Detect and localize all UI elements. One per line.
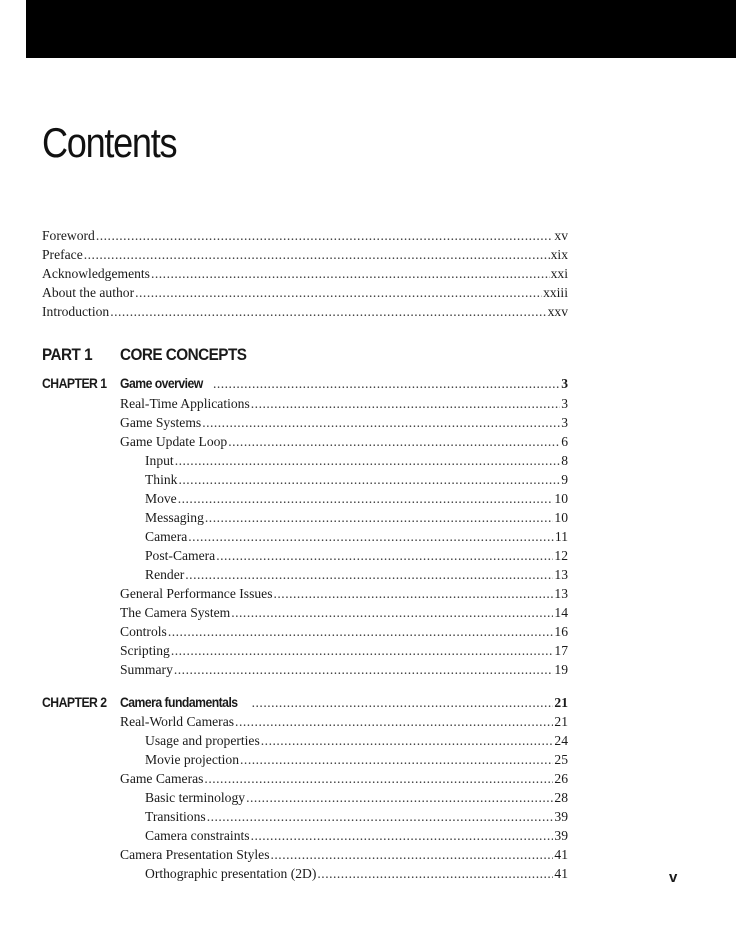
toc-entry-label: General Performance Issues <box>120 586 273 601</box>
toc-entry[interactable] <box>120 432 568 451</box>
toc-entry-label: Orthographic presentation (2D) <box>145 866 317 881</box>
toc-subentry[interactable] <box>145 807 568 826</box>
toc-entry-label: Real-Time Applications <box>120 396 250 411</box>
leader-dots <box>178 489 554 508</box>
toc-entry-page: xv <box>554 228 568 243</box>
toc-entry-about-the-author[interactable] <box>42 283 568 302</box>
toc-entry-label: Game Systems <box>120 415 202 430</box>
leader-dots <box>274 584 554 603</box>
leader-dots <box>261 731 554 750</box>
toc-entry-page: 13 <box>554 586 568 601</box>
toc-subentry[interactable] <box>145 565 568 584</box>
toc-entry-label: Foreword <box>42 228 95 243</box>
toc-entry[interactable] <box>120 641 568 660</box>
leader-dots <box>175 451 561 470</box>
toc-subentry[interactable] <box>145 508 568 527</box>
toc-entry-page: 21 <box>554 714 568 729</box>
toc-entry-introduction[interactable] <box>42 302 568 321</box>
page-title: Contents <box>42 119 177 166</box>
toc-entry-label: Movie projection <box>145 752 240 767</box>
leader-dots <box>110 302 546 321</box>
toc-subentry[interactable] <box>145 750 568 769</box>
toc-entry-label: Transitions <box>145 809 206 824</box>
toc-entry-page: 13 <box>554 567 568 582</box>
leader-dots <box>207 807 554 826</box>
chapter-title: Camera fundamentals <box>120 695 238 710</box>
toc-entry-page: 17 <box>554 643 568 658</box>
toc-entry-page: 19 <box>554 662 568 677</box>
leader-dots <box>96 226 554 245</box>
toc-entry-page: 25 <box>554 752 568 767</box>
toc-subentry[interactable] <box>145 864 568 883</box>
leader-dots <box>216 546 553 565</box>
leader-dots <box>252 693 554 712</box>
toc-entry-label: Acknowledgements <box>42 266 150 281</box>
toc-entry-page: 26 <box>554 771 568 786</box>
leader-dots <box>231 603 553 622</box>
chapter-title: Game overview <box>120 376 203 391</box>
leader-dots <box>228 432 560 451</box>
part-title: CORE CONCEPTS <box>120 345 247 364</box>
toc-entry-label: The Camera System <box>120 605 231 620</box>
leader-dots <box>246 788 553 807</box>
toc-entry-page: 28 <box>554 790 568 805</box>
toc-entry[interactable] <box>120 584 568 603</box>
leader-dots <box>204 769 553 788</box>
toc-entry-label: Camera Presentation Styles <box>120 847 270 862</box>
toc-entry-page: 16 <box>554 624 568 639</box>
toc-entry[interactable] <box>120 622 568 641</box>
toc-entry-label: Usage and properties <box>145 733 260 748</box>
toc-entry-page: 39 <box>554 809 568 824</box>
toc-chapter-2[interactable] <box>120 693 568 712</box>
chapter-number: CHAPTER 2 <box>42 695 107 710</box>
toc-entry-page: 3 <box>561 376 568 391</box>
toc-entry-label: Move <box>145 491 177 506</box>
toc-entry-page: xxiii <box>543 285 568 300</box>
leader-dots <box>240 750 553 769</box>
leader-dots <box>251 826 554 845</box>
toc-chapter-1[interactable] <box>120 374 568 393</box>
toc-subentry[interactable] <box>145 489 568 508</box>
toc-entry-label: Input <box>145 453 174 468</box>
toc-entry-label: Game Update Loop <box>120 434 228 449</box>
page-number: v <box>669 869 678 886</box>
toc-subentry[interactable] <box>145 731 568 750</box>
toc-entry-page: 11 <box>554 529 568 544</box>
leader-dots <box>188 527 554 546</box>
toc-entry-acknowledgements[interactable] <box>42 264 568 283</box>
toc-entry-page: 10 <box>554 491 568 506</box>
toc-entry[interactable] <box>120 769 568 788</box>
toc-entry-label: Preface <box>42 247 83 262</box>
toc-entry-page: 10 <box>554 510 568 525</box>
toc-entry-page: 21 <box>554 695 568 710</box>
toc-entry-label: Game Cameras <box>120 771 204 786</box>
toc-subentry[interactable] <box>145 826 568 845</box>
toc-subentry[interactable] <box>145 451 568 470</box>
toc-entry-label: Messaging <box>145 510 204 525</box>
toc-entry-page: 24 <box>554 733 568 748</box>
leader-dots <box>168 622 554 641</box>
toc-entry-label: Think <box>145 472 178 487</box>
toc-subentry[interactable] <box>145 788 568 807</box>
toc-entry-page: 39 <box>554 828 568 843</box>
header-bar <box>26 0 736 58</box>
toc-entry-page: 41 <box>554 847 568 862</box>
toc-entry-label: Introduction <box>42 304 110 319</box>
toc-entry-label: Basic terminology <box>145 790 246 805</box>
chapter-number: CHAPTER 1 <box>42 376 107 391</box>
toc-entry-foreword[interactable] <box>42 226 568 245</box>
toc-entry[interactable] <box>120 660 568 679</box>
toc-entry-page: 8 <box>561 453 568 468</box>
toc-subentry[interactable] <box>145 527 568 546</box>
toc-entry-page: xxv <box>547 304 568 319</box>
toc-entry-label: Render <box>145 567 185 582</box>
toc-entry[interactable] <box>120 845 568 864</box>
leader-dots <box>202 413 560 432</box>
leader-dots <box>174 660 554 679</box>
toc-entry[interactable] <box>120 712 568 731</box>
leader-dots <box>271 845 554 864</box>
leader-dots <box>151 264 550 283</box>
leader-dots <box>185 565 553 584</box>
leader-dots <box>235 712 553 731</box>
toc-entry-page: 14 <box>554 605 568 620</box>
part-label: PART 1 <box>42 345 93 364</box>
toc-entry[interactable] <box>120 413 568 432</box>
leader-dots <box>171 641 554 660</box>
toc-entry[interactable] <box>120 394 568 413</box>
toc-entry-page: 3 <box>561 415 568 430</box>
toc-entry-page: 3 <box>561 396 568 411</box>
toc-entry-label: Scripting <box>120 643 170 658</box>
toc-entry-page: 6 <box>561 434 568 449</box>
toc-entry-label: Summary <box>120 662 173 677</box>
leader-dots <box>135 283 542 302</box>
leader-dots <box>84 245 550 264</box>
leader-dots <box>251 394 560 413</box>
toc-entry-label: Real-World Cameras <box>120 714 235 729</box>
toc-entry-page: 9 <box>561 472 568 487</box>
toc-entry-label: Camera <box>145 529 188 544</box>
toc-subentry[interactable] <box>145 546 568 565</box>
toc-entry-page: 41 <box>554 866 568 881</box>
leader-dots <box>205 508 554 527</box>
leader-dots <box>178 470 560 489</box>
toc-entry-label: Controls <box>120 624 167 639</box>
toc-entry-label: About the author <box>42 285 135 300</box>
leader-dots <box>213 374 560 393</box>
toc-entry-page: 12 <box>554 548 568 563</box>
leader-dots <box>317 864 553 883</box>
toc-entry-page: xxi <box>550 266 568 281</box>
toc-entry-preface[interactable] <box>42 245 568 264</box>
toc-entry[interactable] <box>120 603 568 622</box>
toc-entry-label: Post-Camera <box>145 548 216 563</box>
toc-subentry[interactable] <box>145 470 568 489</box>
toc-entry-label: Camera constraints <box>145 828 250 843</box>
toc-entry-page: xix <box>550 247 568 262</box>
